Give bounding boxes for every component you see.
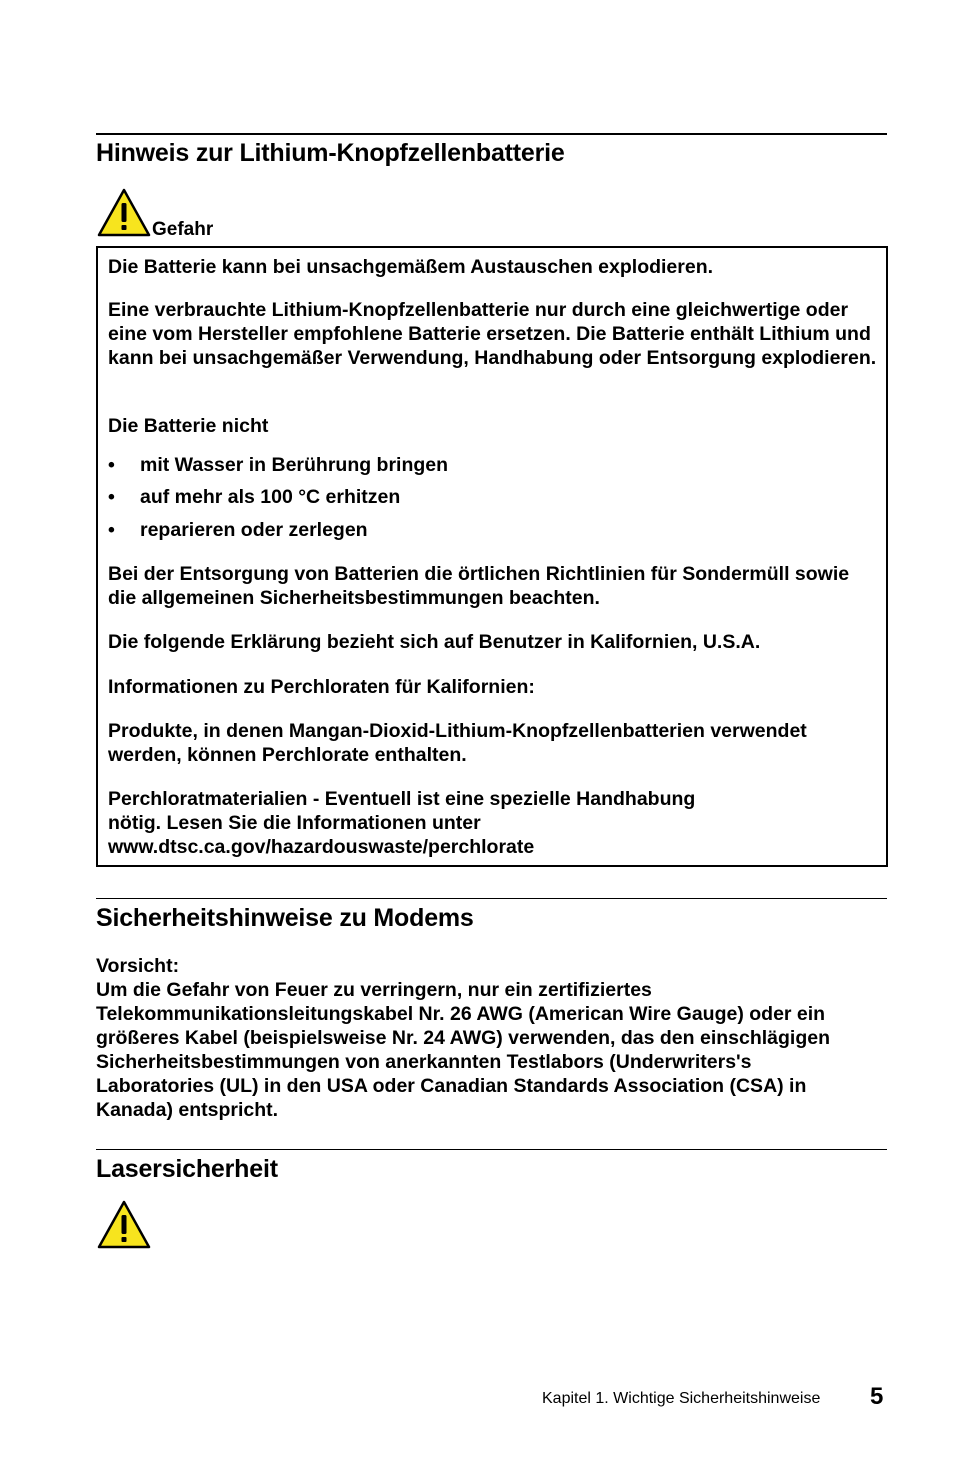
danger-label: Gefahr: [152, 219, 214, 240]
heading-modem-safety: Sicherheitshinweise zu Modems: [96, 904, 474, 932]
modem-caution-text: Um die Gefahr von Feuer zu verringern, nur ein zertifiziertes Telekommunikationsleitungskabel Nr. 26 AWG (American Wire Gauge) oder ein größeres Kabel (beispielsweise Nr. 24 AWG) verwenden, das den einschlägigen Sicherheitsbestimmungen von anerkannten Testlabors (Underwriters's Laboratories (UL) in den USA oder Canadian Standards Association (CSA) in Kanada) entspricht.: [96, 979, 831, 1121]
danger-paragraph-2: Eine verbrauchte Lithium-Knopfzellenbatterie nur durch eine gleichwertige oder eine vom Hersteller empfohlene Batterie ersetzen. Die Batterie enthält Lithium und kann bei unsachgemäßer Verwendung, Handhabung oder Entsorgung explodieren.: [108, 299, 877, 369]
heading-lithium-battery: Hinweis zur Lithium-Knopfzellenbatterie: [96, 139, 565, 167]
warning-triangle-icon: [97, 188, 151, 238]
heading-laser-safety: Lasersicherheit: [96, 1155, 278, 1183]
footer-chapter: Kapitel 1. Wichtige Sicherheitshinweise: [542, 1390, 821, 1407]
page-number: 5: [870, 1383, 884, 1410]
california-paragraph: Die folgende Erklärung bezieht sich auf Benutzer in Kalifornien, U.S.A.: [108, 631, 761, 653]
section-rule-battery: [96, 133, 887, 135]
perchlorate-products-paragraph: Produkte, in denen Mangan-Dioxid-Lithium-Knopfzellenbatterien verwendet werden, können Perchlorate enthalten.: [108, 720, 807, 766]
disposal-paragraph: Bei der Entsorgung von Batterien die örtlichen Richtlinien für Sondermüll sowie die allgemeinen Sicherheitsbestimmungen beachten.: [108, 563, 850, 609]
danger-paragraph-3: Die Batterie nicht: [108, 415, 269, 437]
danger-paragraph-1: Die Batterie kann bei unsachgemäßem Austauschen explodieren.: [108, 256, 714, 278]
section-rule-laser: [96, 1149, 887, 1150]
section-rule-modems: [96, 898, 887, 899]
perchlorate-info-heading: Informationen zu Perchloraten für Kalifornien:: [108, 676, 535, 698]
caution-label: Vorsicht:: [96, 955, 180, 977]
warning-triangle-icon: [97, 1200, 151, 1250]
perchlorate-handling-paragraph: Perchloratmaterialien - Eventuell ist eine spezielle Handhabung nötig. Lesen Sie die Informationen unter www.dtsc.ca.gov/hazardouswaste/perchlorate: [108, 788, 696, 858]
